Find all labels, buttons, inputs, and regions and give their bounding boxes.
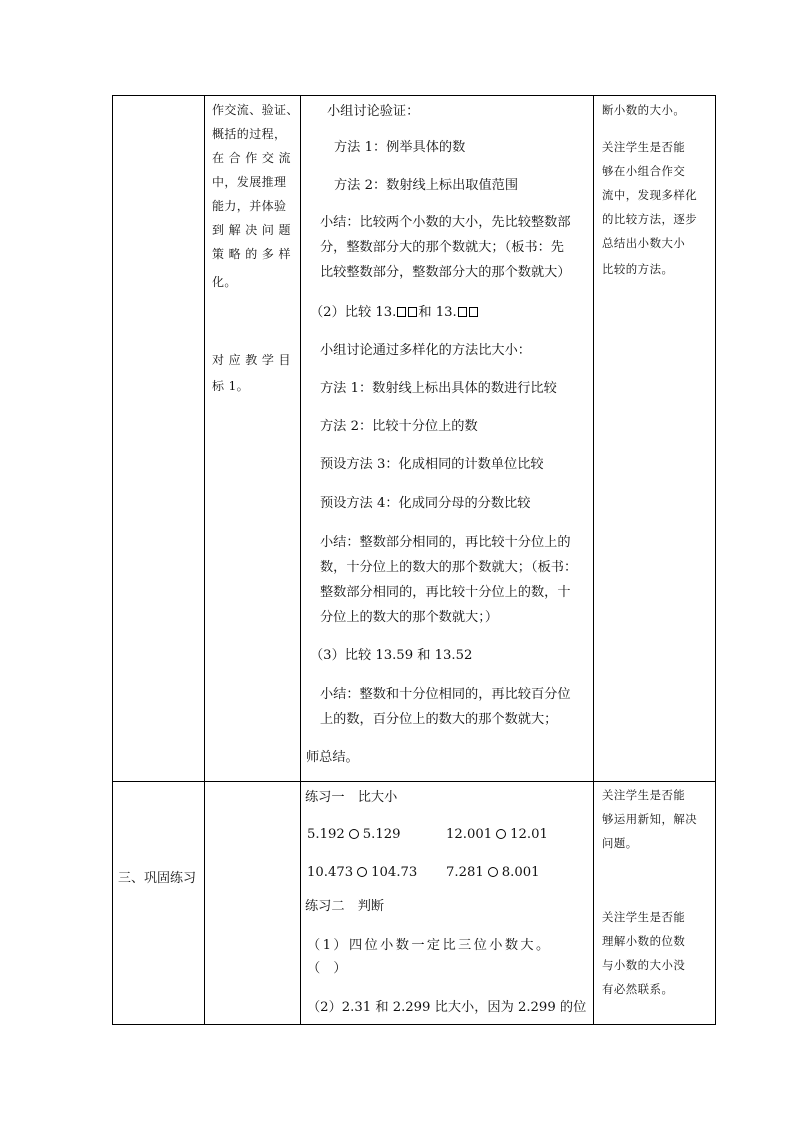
row2-notes-cell [593,781,715,1024]
blank-box [408,307,417,317]
notes-line: 关注学生是否能 [602,140,686,154]
row1-notes-cell [593,95,715,781]
objective-target-line: 对 应 教 学 目 [212,353,291,367]
comparison-right: 12.01 [510,827,548,842]
objective-line: 能力，并体验 [212,199,287,213]
activity-line: 师总结。 [306,750,359,765]
blank-box [469,307,478,317]
blank-box [458,307,467,317]
comparison-item [307,866,417,879]
objective-target-line: 标 1。 [212,379,250,393]
exercise2-title: 练习二 判断 [305,899,385,914]
row2-exercise-cell [300,781,593,1024]
objective-line: 在 合 作 交 流 [212,151,291,165]
activity-line: 整数部分相同的，再比较十分位上的数，十 [320,585,571,600]
comparison-left: 10.473 [307,865,354,880]
objective-line: 到 解 决 问 题 [212,223,291,237]
notes-line: 的比较方法，逐步 [602,212,698,226]
comparison-left: 7.281 [446,865,484,880]
activity-line: 预设方法 3：化成相同的计数单位比较 [320,457,544,472]
blank-circle [349,829,359,839]
notes-line: 比较的方法。 [602,262,674,276]
activity-line: 小组讨论通过多样化的方法比大小： [320,343,531,358]
activity-line: 小结：整数部分相同的，再比较十分位上的 [320,535,571,550]
lesson-plan-table [112,95,716,1025]
activity-line: 方法 2：数射线上标出取值范围 [334,178,519,193]
compare-label: （2）比较 13. [310,305,397,320]
objective-line: 作交流、验证、 [212,103,299,117]
activity-line: 小结：比较两个小数的大小，先比较整数部 [320,215,571,230]
exercise1-title: 练习一 比大小 [305,790,398,805]
judge-answer-blank: （ ） [307,961,347,976]
comparison-item [307,828,401,841]
comparison-right: 104.73 [371,865,418,880]
activity-line: 分位上的数大的那个数就大；） [320,610,499,625]
objective-line: 概括的过程， [212,127,287,141]
notes-line: 问题。 [602,836,638,850]
notes-line: 断小数的大小。 [602,103,686,117]
objective-line: 中，发展推理 [212,175,287,189]
blank-circle [488,867,498,877]
notes-line: 总结出小数大小 [602,236,686,250]
judge-item-1: （1）四位小数一定比三位小数大。 [307,938,552,953]
comparison-right: 8.001 [501,865,540,880]
notes-line: 理解小数的位数 [602,934,686,948]
activity-line: 预设方法 4：化成同分母的分数比较 [320,496,531,511]
judge-item-2: （2）2.31 和 2.299 比大小，因为 2.299 的位 [307,1000,587,1015]
notes-line: 有必然联系。 [602,982,674,996]
notes-line: 关注学生是否能 [602,788,686,802]
comparison-left: 12.001 [446,827,493,842]
objective-line: 策 略 的 多 样 [212,247,291,261]
section-title: 三、巩固练习 [118,871,197,886]
notes-line: 够在小组合作交 [602,164,686,178]
row1-objective-cell [204,95,300,781]
comparison-item [446,828,548,841]
comparison-item [446,866,540,879]
activity-line: 方法 2：比较十分位上的数 [320,419,478,434]
row2-section-cell [112,781,204,1024]
activity-line: 方法 1：数射线上标出具体的数进行比较 [320,381,557,396]
notes-line: 够运用新知，解决 [602,812,698,826]
activity-line: 数，十分位上的数大的那个数就大；（板书： [320,560,578,575]
table-right-border [715,95,716,1025]
activity-line: 方法 1：例举具体的数 [334,140,466,155]
activity-line: 比较整数部分，整数部分大的那个数就大） [320,265,571,280]
blank-box [397,307,406,317]
activity-line: 小结：整数和十分位相同的，再比较百分位 [320,687,571,702]
activity-line: （3）比较 13.59 和 13.52 [310,648,473,663]
activity-line: 上的数，百分位上的数大的那个数就大； [320,712,558,727]
activity-line: 分，整数部分大的那个数就大；（板书：先 [320,240,564,255]
comparison-left: 5.192 [307,827,345,842]
compare-label: 和 13. [418,305,457,320]
comparison-right: 5.129 [362,827,401,842]
blank-circle [357,867,367,877]
row1-activity-cell [300,95,593,781]
notes-line: 与小数的大小没 [602,958,686,972]
table-bottom-border [112,1024,716,1025]
objective-line: 化。 [212,275,237,289]
notes-line: 关注学生是否能 [602,910,686,924]
activity-line: 小组讨论验证： [327,104,420,119]
blank-circle [496,829,506,839]
notes-line: 流中，发现多样化 [602,188,698,202]
activity-line [310,306,479,319]
